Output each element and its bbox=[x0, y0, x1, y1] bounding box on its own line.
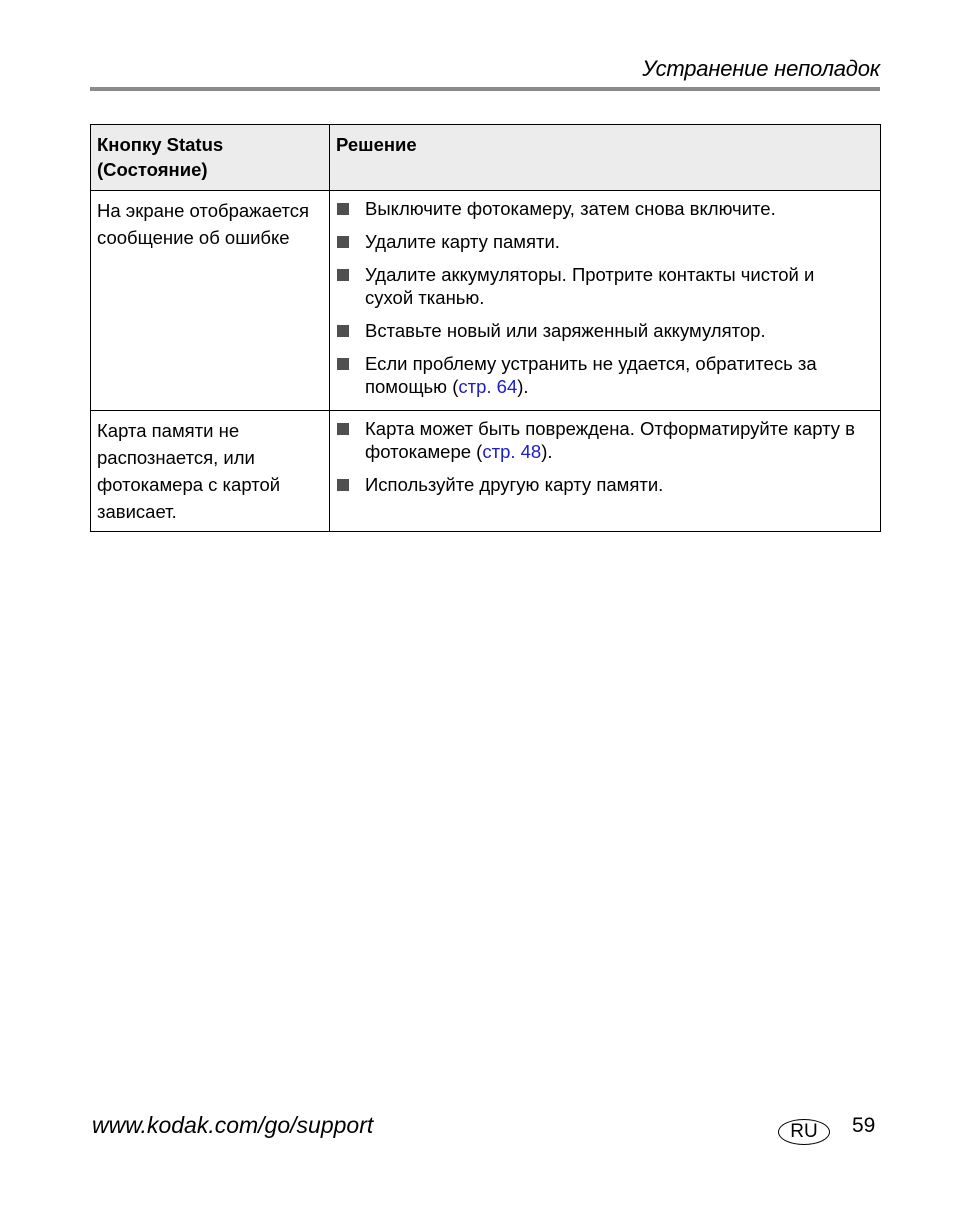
support-url[interactable]: www.kodak.com/go/support bbox=[92, 1112, 374, 1138]
solution-text: Используйте другую карту памяти. bbox=[365, 474, 664, 495]
square-bullet-icon bbox=[337, 358, 349, 370]
solution-item bbox=[336, 197, 866, 220]
solution-list bbox=[336, 197, 866, 398]
problem-cell: Карта памяти не распознается, или фотокамера с картой зависает. bbox=[91, 411, 330, 532]
page-number: 59 bbox=[852, 1114, 876, 1137]
table-row bbox=[91, 411, 881, 532]
square-bullet-icon bbox=[337, 423, 349, 435]
table-row bbox=[91, 191, 881, 411]
solution-item bbox=[336, 352, 866, 398]
section-title: Устранение неполадок bbox=[642, 56, 880, 81]
header-rule bbox=[90, 87, 880, 91]
solution-item bbox=[336, 473, 866, 496]
problem-cell: На экране отображается сообщение об ошибке bbox=[91, 191, 330, 411]
solution-list bbox=[336, 417, 866, 496]
solution-text: Вставьте новый или заряженный аккумулятор. bbox=[365, 320, 766, 341]
column-header-status: Кнопку Status (Состояние) bbox=[91, 125, 330, 191]
page-reference-link[interactable]: стр. 48 bbox=[482, 441, 542, 462]
solution-item bbox=[336, 319, 866, 342]
solution-text: Удалите аккумуляторы. Протрите контакты чистой и сухой тканью. bbox=[365, 264, 815, 308]
square-bullet-icon bbox=[337, 203, 349, 215]
solution-text: Удалите карту памяти. bbox=[365, 231, 560, 252]
solution-text: Карта может быть повреждена. Отформатируйте карту в фотокамере ( bbox=[365, 418, 855, 462]
square-bullet-icon bbox=[337, 479, 349, 491]
square-bullet-icon bbox=[337, 269, 349, 281]
table-header-row bbox=[91, 125, 881, 191]
page-reference-link[interactable]: стр. 64 bbox=[458, 376, 518, 397]
solution-item bbox=[336, 263, 866, 309]
troubleshooting-table bbox=[90, 124, 881, 532]
solution-text: Выключите фотокамеру, затем снова включите. bbox=[365, 198, 776, 219]
square-bullet-icon bbox=[337, 236, 349, 248]
solution-cell bbox=[330, 191, 881, 411]
square-bullet-icon bbox=[337, 325, 349, 337]
solution-text-end: ). bbox=[541, 441, 553, 462]
solution-cell bbox=[330, 411, 881, 532]
solution-text-end: ). bbox=[517, 376, 529, 397]
column-header-solution: Решение bbox=[330, 125, 881, 191]
solution-item bbox=[336, 417, 866, 463]
solution-text: Если проблему устранить не удается, обратитесь за помощью ( bbox=[365, 353, 817, 397]
solution-item bbox=[336, 230, 866, 253]
language-badge: RU bbox=[778, 1119, 830, 1145]
